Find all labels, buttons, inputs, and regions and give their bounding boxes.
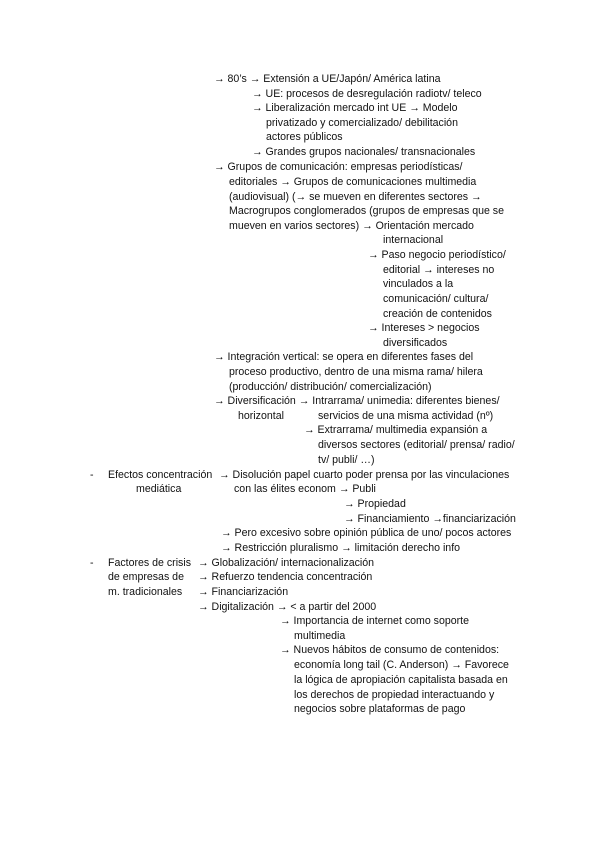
- text-line: → Importancia de internet como soporte: [280, 615, 470, 627]
- text-line: internacional: [383, 234, 444, 246]
- text-line: → Grupos de comunicación: empresas periodísticas/: [214, 161, 463, 173]
- text-line: → Digitalización → < a partir del 2000: [198, 601, 377, 613]
- text-line: → Paso negocio periodístico/: [368, 249, 506, 261]
- text-line: editorial → intereses no: [383, 264, 495, 276]
- text-line: diversos sectores (editorial/ prensa/ radio/: [318, 439, 515, 451]
- section-label: de empresas de: [108, 571, 184, 583]
- text-line: multimedia: [294, 630, 346, 642]
- text-line: → Liberalización mercado int UE → Modelo: [252, 102, 458, 114]
- section-label: Factores de crisis: [108, 557, 192, 569]
- text-line: los derechos de propiedad interactuando y: [294, 689, 495, 701]
- text-line: → Restricción pluralismo → limitación derecho info: [221, 542, 461, 554]
- text-line: → Intereses > negocios: [368, 322, 480, 334]
- text-line: diversificados: [383, 337, 448, 349]
- text-line: mueven en varios sectores) → Orientación mercado: [229, 220, 474, 232]
- text-line: → UE: procesos de desregulación radiotv/ teleco: [252, 88, 482, 100]
- text-line: editoriales → Grupos de comunicaciones multimedia: [229, 176, 477, 188]
- text-line: privatizado y comercializado/ debilitación: [266, 117, 458, 129]
- bullet-dash: -: [90, 469, 94, 481]
- text-line: actores públicos: [266, 131, 343, 143]
- text-line: la lógica de apropiación capitalista basada en: [294, 674, 508, 686]
- text-line: → Financiamiento →financiarización: [344, 513, 516, 525]
- text-line: con las élites econom → Publi: [234, 483, 376, 495]
- section-label: m. tradicionales: [108, 586, 183, 598]
- text-line: horizontal: [238, 410, 284, 422]
- text-line: → Diversificación → Intrarrama/ unimedia: diferentes bienes/: [214, 395, 500, 407]
- text-line: (producción/ distribución/ comercialización): [229, 381, 432, 393]
- text-line: (audiovisual) (→ se mueven en diferentes sectores →: [229, 191, 482, 203]
- text-line: proceso productivo, dentro de una misma rama/ hilera: [229, 366, 483, 378]
- text-line: tv/ publi/ …): [318, 454, 375, 466]
- text-line: → Grandes grupos nacionales/ transnacionales: [252, 146, 476, 158]
- text-line: → Extrarrama/ multimedia expansión a: [304, 424, 488, 436]
- text-line: servicios de una misma actividad (nº): [318, 410, 494, 422]
- section-label: Efectos concentración: [108, 469, 213, 481]
- text-line: negocios sobre plataformas de pago: [294, 703, 466, 715]
- text-line: comunicación/ cultura/: [383, 293, 489, 305]
- text-line: → Integración vertical: se opera en diferentes fases del: [214, 351, 474, 363]
- text-line: → Financiarización: [198, 586, 289, 598]
- section-label: mediática: [136, 483, 182, 495]
- text-line: → Refuerzo tendencia concentración: [198, 571, 373, 583]
- text-line: → Nuevos hábitos de consumo de contenidos:: [280, 644, 500, 656]
- text-line: vinculados a la: [383, 278, 454, 290]
- text-line: → Disolución papel cuarto poder prensa por las vinculaciones: [219, 469, 510, 481]
- text-line: → Pero excesivo sobre opinión pública de uno/ pocos actores: [221, 527, 512, 539]
- text-line: economía long tail (C. Anderson) → Favorece: [294, 659, 509, 671]
- text-line: → Propiedad: [344, 498, 406, 510]
- text-line: → Globalización/ internacionalización: [198, 557, 375, 569]
- text-line: → 80’s → Extensión a UE/Japón/ América latina: [214, 73, 441, 85]
- bullet-dash: -: [90, 557, 94, 569]
- text-line: Macrogrupos conglomerados (grupos de empresas que se: [229, 205, 504, 217]
- text-line: creación de contenidos: [383, 308, 492, 320]
